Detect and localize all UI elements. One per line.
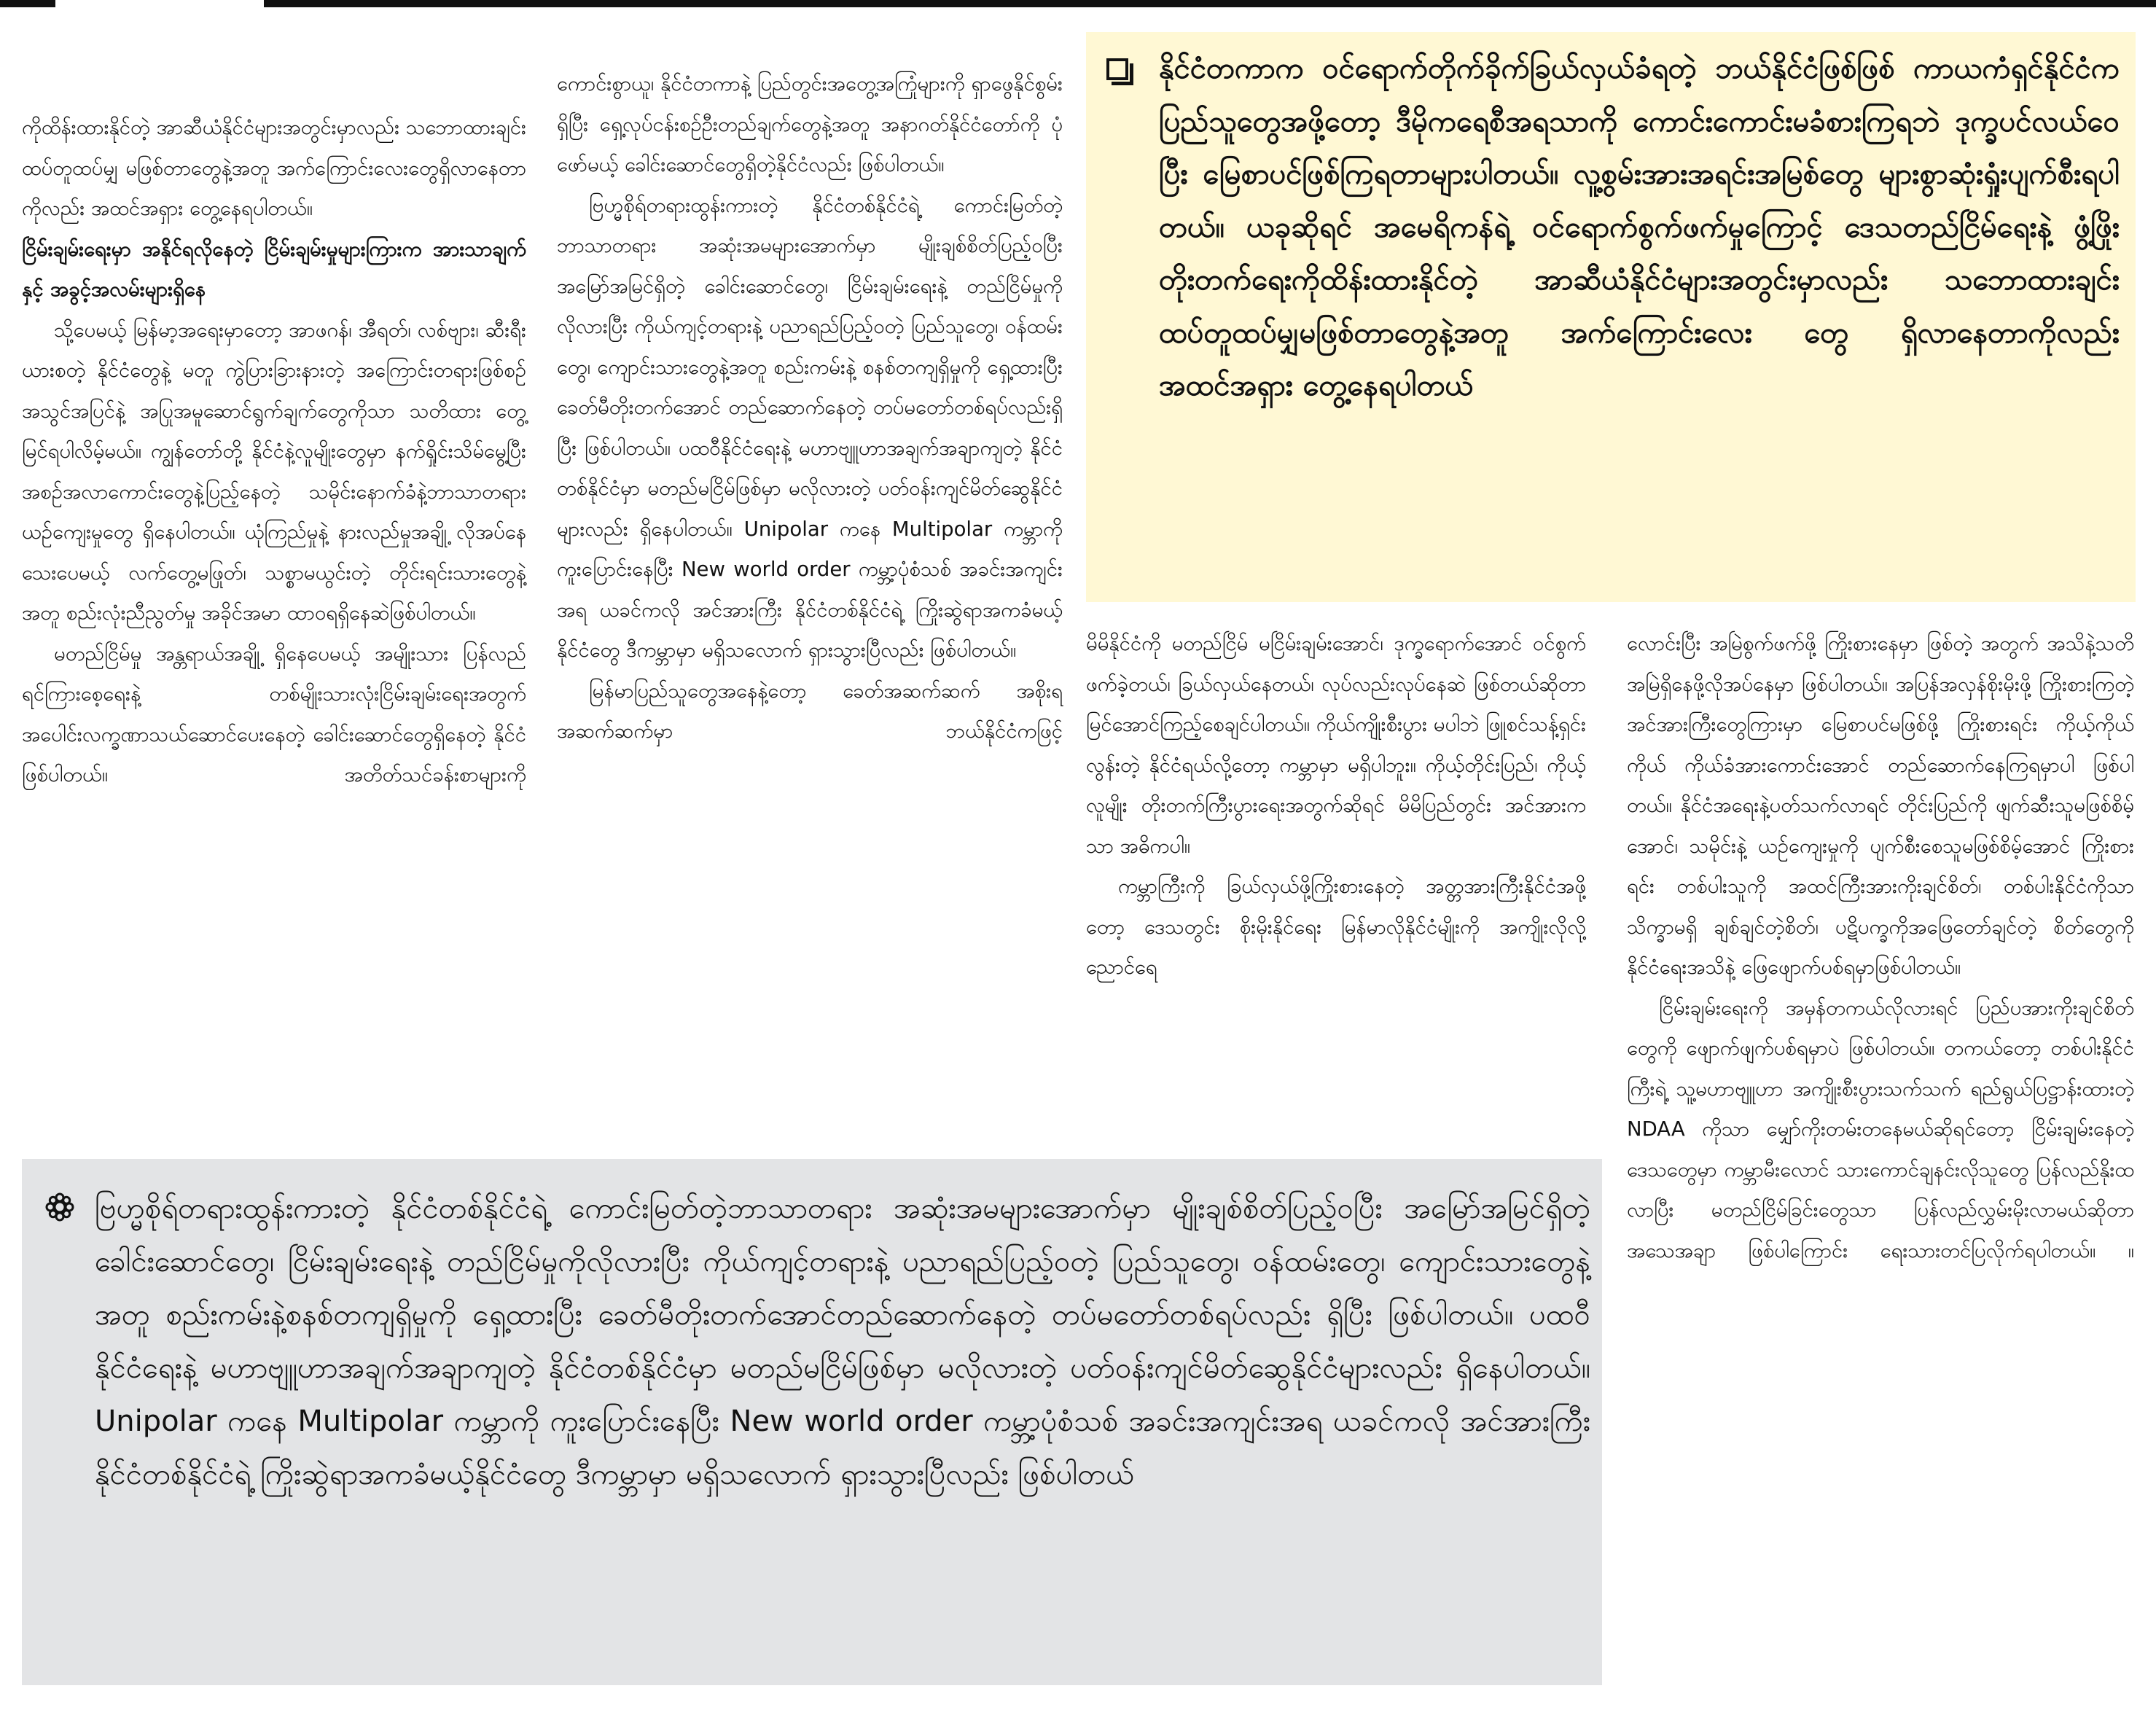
article-column-2 — [557, 64, 1063, 752]
flower-bullet-icon — [44, 1191, 76, 1223]
paragraph: မိမိနိုင်ငံကို မတည်ငြိမ် မငြိမ်းချမ်းအောင်၊ ဒုက္ခရောက်အောင် ဝင်စွက်ဖက်ခဲ့တယ်၊ ခြယ်လှယ်နေတယ်၊ လုပ်လည်းလုပ်နေဆဲ ဖြစ်တယ်ဆိုတာ မြင်အောင်ကြည့်စေချင်ပါတယ်။ ကိုယ်ကျိုးစီးပွား မပါဘဲ ဖြူစင်သန့်ရှင်းလွန်းတဲ့ နိုင်ငံရယ်လို့တော့ ကမ္ဘာမှာ မရှိပါဘူး။ ကိုယ့်တိုင်းပြည်၊ ကိုယ့်လူမျိုး တိုးတက်ကြီးပွားရေးအတွက်ဆိုရင် မိမိပြည်တွင်း အင်အားကသာ အဓိကပါ။ — [1086, 632, 1586, 858]
paragraph: ငြိမ်းချမ်းရေးကို အမှန်တကယ်လိုလားရင် ပြည်ပအားကိုးချင်စိတ်တွေကို ဖျောက်ဖျက်ပစ်ရမှာပဲ ဖြစ်ပါတယ်။ တကယ်တော့ တစ်ပါးနိုင်ငံကြီးရဲ့ သူ့မဟာဗျူဟာ အကျိုးစီးပွားသက်သက် ရည်ရွယ်ပြဋ္ဌာန်းထားတဲ့ NDAA ကိုသာ မျှော်ကိုးတမ်းတနေမယ်ဆိုရင်တော့ ငြိမ်းချမ်းနေတဲ့ဒေသတွေမှာ ကမ္ဘာမီးလောင် သားကောင်ချနင်းလိုသူတွေ ပြန်လည်နိုးထလာပြီး မတည်ငြိမ်ခြင်းတွေသာ ပြန်လည်လွှမ်းမိုးလာမယ်ဆိုတာ အသေအချာ ဖြစ်ပါကြောင်း ရေးသားတင်ပြလိုက်ရပါတယ်။ ။ — [1627, 996, 2134, 1262]
paragraph: လောင်းပြီး အမြဲစွက်ဖက်ဖို့ ကြိုးစားနေမှာ ဖြစ်တဲ့ အတွက် အသိနဲ့သတိ အမြဲရှိနေဖို့လိုအပ်နေမှာ ဖြစ်ပါတယ်။ အပြန်အလှန်စိုးမိုးဖို့ ကြိုးစားကြတဲ့ အင်အားကြီးတွေကြားမှာ မြေစာပင်မဖြစ်ဖို့ ကြိုးစားရင်း ကိုယ့်ကိုယ်ကိုယ် ကိုယ်ခံအားကောင်းအောင် တည်ဆောက်နေကြရမှာပါ ဖြစ်ပါတယ်။ နိုင်ငံအရေးနဲ့ပတ်သက်လာရင် တိုင်းပြည်ကို ဖျက်ဆီးသူမဖြစ်စိမ့်အောင်၊ သမိုင်းနဲ့ ယဉ်ကျေးမှုကို ပျက်စီးစေသူမဖြစ်စိမ့်အောင် ကြိုးစားရင်း တစ်ပါးသူကို အထင်ကြီးအားကိုးချင်စိတ်၊ တစ်ပါးနိုင်ငံကိုသာ သိက္ခာမရှိ ချစ်ချင်တဲ့စိတ်၊ ပဋိပက္ခကိုအဖြေတော်ချင်တဲ့ စိတ်တွေကိုနိုင်ငံရေးအသိနဲ့ ဖြေဖျောက်ပစ်ရမှာဖြစ်ပါတယ်။ — [1627, 632, 2134, 979]
pull-quote-callout-bottom — [22, 1159, 1602, 1685]
paragraph: သို့ပေမယ့် မြန်မာ့အရေးမှာတော့ အာဖဂန်၊ အီရတ်၊ လစ်ဗျား၊ ဆီးရီးယားစတဲ့ နိုင်ငံတွေနဲ့ မတူ ကွဲပြားခြားနားတဲ့ အကြောင်းတရားဖြစ်စဉ် အသွင်အပြင်နဲ့ အပြုအမူဆောင်ရွက်ချက်တွေကိုသာ သတိထား တွေ့မြင်ရပါလိမ့်မယ်။ ကျွန်တော်တို့ နိုင်ငံနဲ့လူမျိုးတွေမှာ နက်ရှိုင်းသိမ်မွေ့ပြီး အစဉ်အလာကောင်းတွေနဲ့ပြည့်နေတဲ့ သမိုင်းနောက်ခံနဲ့ဘာသာတရားယဉ်ကျေးမှုတွေ ရှိနေပါတယ်။ ယုံကြည်မှုနဲ့ နားလည်မှုအချို့ လိုအပ်နေသေးပေမယ့် လက်တွေ့မဖြုတ်၊ သစ္စာမယွင်းတဲ့ တိုင်းရင်းသားတွေနဲ့အတူ စည်းလုံးညီညွတ်မှု အခိုင်အမာ ထာဝရရှိနေဆဲဖြစ်ပါတယ်။ — [22, 318, 526, 625]
paragraph: ဗြဟ္မစိုရ်တရားထွန်းကားတဲ့ နိုင်ငံတစ်နိုင်ငံရဲ့ ကောင်းမြတ်တဲ့ဘာသာတရား အဆုံးအမများအောက်မှာ မျိုးချစ်စိတ်ပြည့်ဝပြီး အမြော်အမြင်ရှိတဲ့ ခေါင်းဆောင်တွေ၊ ငြိမ်းချမ်းရေးနဲ့ တည်ငြိမ်မှုကို လိုလားပြီး ကိုယ်ကျင့်တရားနဲ့ ပညာရည်ပြည့်ဝတဲ့ ပြည်သူတွေ၊ ဝန်ထမ်းတွေ၊ ကျောင်းသားတွေနဲ့အတူ စည်းကမ်းနဲ့ စနစ်တကျရှိမှုကို ရှေ့ထားပြီး ခေတ်မီတိုးတက်အောင် တည်ဆောက်နေတဲ့ တပ်မတော်တစ်ရပ်လည်းရှိပြီး ဖြစ်ပါတယ်။ ပထဝီနိုင်ငံရေးနဲ့ မဟာဗျူဟာအချက်အချာကျတဲ့ နိုင်ငံတစ်နိုင်ငံမှာ မတည်မငြိမ်ဖြစ်မှာ မလိုလားတဲ့ ပတ်ဝန်းကျင်မိတ်ဆွေနိုင်ငံများလည်း ရှိနေပါတယ်။ Unipolar ကနေ Multipolar ကမ္ဘာကို ကူးပြောင်းနေပြီး New world order ကမ္ဘာ့ပုံစံသစ် အခင်းအကျင်းအရ ယခင်ကလို အင်အားကြီး နိုင်ငံတစ်နိုင်ငံရဲ့ ကြိုးဆွဲရာအကခံမယ့် နိုင်ငံတွေ ဒီကမ္ဘာမှာ မရှိသလောက် ရှားသွားပြီလည်း ဖြစ်ပါတယ်။ — [557, 193, 1063, 662]
article-column-1 — [22, 108, 526, 796]
subheading: ငြိမ်းချမ်းရေးမှာ အနိုင်ရလိုနေတဲ့ ငြိမ်းချမ်းမှုများကြားက အားသာချက်နှင့် အခွင့်အလမ်းများရှိနေ — [22, 237, 526, 301]
top-rule-right — [264, 0, 2156, 7]
article-column-3 — [1086, 624, 1586, 988]
paragraph: ကောင်းစွာယူ၊ နိုင်ငံတကာနဲ့ ပြည်တွင်းအတွေ့အကြုံများကို ရှာဖွေနိုင်စွမ်းရှိပြီး ရှေ့လုပ်ငန်းစဉ်ဦးတည်ချက်တွေနဲ့အတူ အနာဂတ်နိုင်ငံတော်ကို ပုံဖော်မယ့် ခေါင်းဆောင်တွေရှိတဲ့နိုင်ငံလည်း ဖြစ်ပါတယ်။ — [557, 72, 1063, 176]
paragraph: မတည်ငြိမ်မှု အန္တရာယ်အချို့ ရှိနေပေမယ့် အမျိုးသား ပြန်လည်ရင်ကြားစေ့ရေးနဲ့ တစ်မျိုးသားလုံးငြိမ်းချမ်းရေးအတွက် အပေါင်းလက္ခဏာသယ်ဆောင်ပေးနေတဲ့ ခေါင်းဆောင်တွေရှိနေတဲ့ နိုင်ငံဖြစ်ပါတယ်။ အတိတ်သင်ခန်းစာများကို — [22, 641, 526, 786]
square-bullet-icon — [1106, 58, 1128, 80]
callout-bottom-text: ဗြဟ္မစိုရ်တရားထွန်းကားတဲ့ နိုင်ငံတစ်နိုင်ငံရဲ့ ကောင်းမြတ်တဲ့ဘာသာတရား အဆုံးအမများအောက်မှာ မျိုးချစ်စိတ်ပြည့်ဝပြီး အမြော်အမြင်ရှိတဲ့ခေါင်းဆောင်တွေ၊ ငြိမ်းချမ်းရေးနဲ့ တည်ငြိမ်မှုကိုလိုလားပြီး ကိုယ်ကျင့်တရားနဲ့ ပညာရည်ပြည့်ဝတဲ့ ပြည်သူတွေ၊ ဝန်ထမ်းတွေ၊ ကျောင်းသားတွေနဲ့အတူ စည်းကမ်းနဲ့စနစ်တကျရှိမှုကို ရှေ့ထားပြီး ခေတ်မီတိုးတက်အောင်တည်ဆောက်နေတဲ့ တပ်မတော်တစ်ရပ်လည်း ရှိပြီး ဖြစ်ပါတယ်။ ပထဝီနိုင်ငံရေးနဲ့ မဟာဗျူဟာအချက်အချာကျတဲ့ နိုင်ငံတစ်နိုင်ငံမှာ မတည်မငြိမ်ဖြစ်မှာ မလိုလားတဲ့ ပတ်ဝန်းကျင်မိတ်ဆွေနိုင်ငံများလည်း ရှိနေပါတယ်။ Unipolar ကနေ Multipolar ကမ္ဘာကို ကူးပြောင်းနေပြီး New world order ကမ္ဘာ့ပုံစံသစ် အခင်းအကျင်းအရ ယခင်ကလို အင်အားကြီးနိုင်ငံတစ်နိုင်ငံရဲ့ ကြိုးဆွဲရာအကခံမယ့်နိုင်ငံတွေ ဒီကမ္ဘာမှာ မရှိသလောက် ရှားသွားပြီလည်း ဖြစ်ပါတယ် — [95, 1192, 1590, 1491]
pull-quote-callout-top — [1086, 32, 2136, 602]
paragraph: ကိုထိန်းထားနိုင်တဲ့ အာဆီယံနိုင်ငံများအတွင်းမှာလည်း သဘောထားချင်းထပ်တူထပ်မျှ မဖြစ်တာတွေနဲ့အတူ အက်ကြောင်းလေးတွေရှိလာနေတာကိုလည်း အထင်အရှား တွေ့နေရပါတယ်။ — [22, 116, 526, 220]
callout-top-text: နိုင်ငံတကာက ဝင်ရောက်တိုက်ခိုက်ခြယ်လှယ်ခံရတဲ့ ဘယ်နိုင်ငံဖြစ်ဖြစ် ကာယကံရှင်နိုင်ငံက ပြည်သူတွေအဖို့တော့ ဒီမိုကရေစီအရသာကို ကောင်းကောင်းမခံစားကြရဘဲ ဒုက္ခပင်လယ်ဝေပြီး မြေစာပင်ဖြစ်ကြရတာများပါတယ်။ လူ့စွမ်းအားအရင်းအမြစ်တွေ များစွာဆုံးရှုံးပျက်စီးရပါတယ်။ ယခုဆိုရင် အမေရိကန်ရဲ့ ဝင်ရောက်စွက်ဖက်မှုကြောင့် ဒေသတည်ငြိမ်ရေးနဲ့ ဖွံ့ဖြိုးတိုးတက်ရေးကိုထိန်းထားနိုင်တဲ့ အာဆီယံနိုင်ငံများအတွင်းမှာလည်း သဘောထားချင်း ထပ်တူထပ်မျှမဖြစ်တာတွေနဲ့အတူ အက်ကြောင်းလေး တွေ ရှိလာနေတာကိုလည်း အထင်အရှား တွေ့နေရပါတယ် — [1159, 52, 2120, 402]
top-rule-left — [0, 0, 55, 7]
article-column-4 — [1627, 624, 2134, 1271]
paragraph: မြန်မာပြည်သူတွေအနေနဲ့တော့ ခေတ်အဆက်ဆက် အစိုးရအဆက်ဆက်မှာ ဘယ်နိုင်ငံကဖြင့် — [557, 679, 1063, 743]
paragraph: ကမ္ဘာကြီးကို ခြယ်လှယ်ဖို့ကြိုးစားနေတဲ့ အတ္တအားကြီးနိုင်ငံအဖို့တော့ ဒေသတွင်း စိုးမိုးနိုင်ရေး မြန်မာလိုနိုင်ငံမျိုးကို အကျိုးလိုလို့ ညောင်ရေ — [1086, 875, 1586, 979]
